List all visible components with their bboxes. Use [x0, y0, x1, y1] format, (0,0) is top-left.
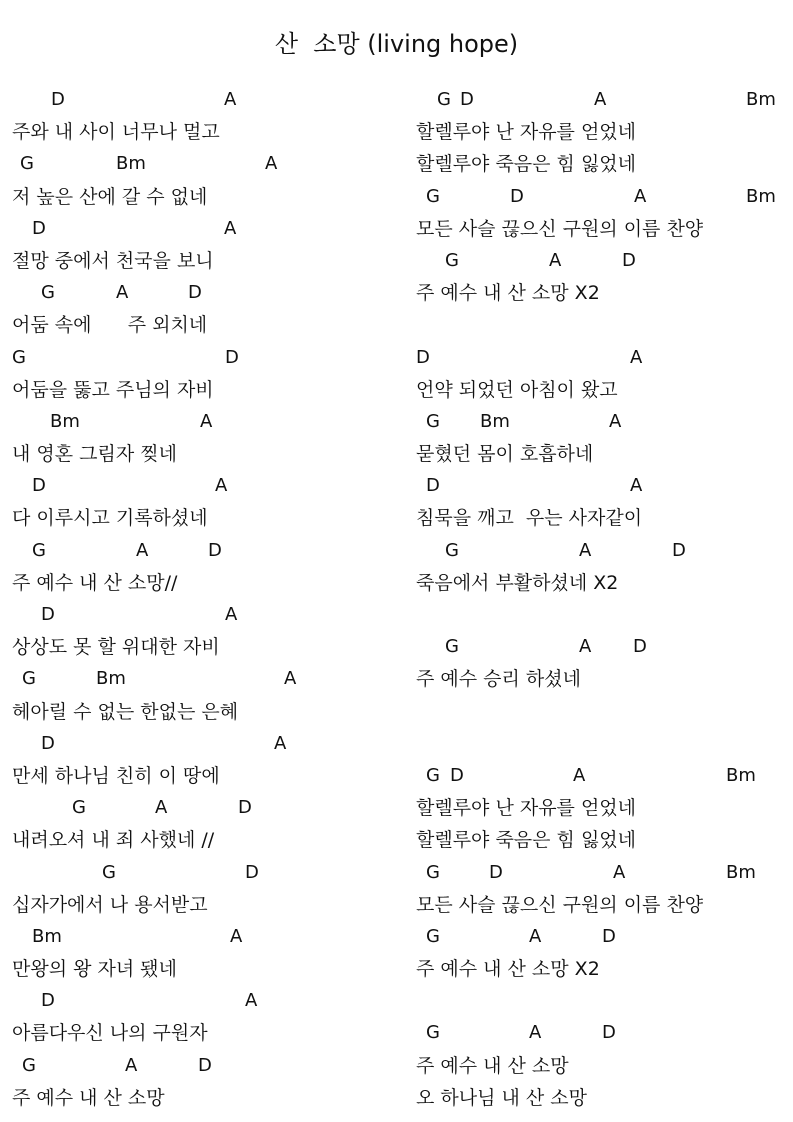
- chord-label: A: [579, 636, 592, 658]
- chord-label: A: [215, 475, 228, 497]
- chord-line: [416, 631, 786, 663]
- chord-label: G: [102, 861, 116, 883]
- lyric-line: 주 예수 승리 하셨네: [416, 668, 581, 691]
- lyric-line: 언약 되었던 아침이 왔고: [416, 378, 618, 401]
- chord-label: A: [224, 89, 237, 110]
- chord-label: G: [426, 861, 440, 883]
- chord-line: [12, 84, 392, 116]
- chord-label: A: [116, 282, 129, 304]
- chord-line: [416, 760, 786, 792]
- chord-label: D: [41, 990, 55, 1012]
- chord-line: [416, 406, 786, 438]
- chord-label: G: [22, 1054, 36, 1076]
- chord-label: A: [125, 1054, 138, 1076]
- chord-label: A: [155, 797, 168, 819]
- chord-label: Bm: [726, 861, 756, 883]
- lyric-line: 주와 내 사이 너무나 멀고: [12, 121, 220, 144]
- lyric-line: 내 영혼 그림자 찢네: [12, 443, 177, 466]
- chord-label: G: [445, 539, 459, 561]
- chord-label: D: [416, 346, 430, 368]
- song-title: 산 소망 (living hope): [274, 30, 519, 58]
- chord-label: A: [274, 732, 287, 754]
- chord-label: G: [426, 1022, 440, 1044]
- lyric-line: 헤아릴 수 없는 한없는 은혜: [12, 700, 239, 723]
- lyric-line: 어둠을 뚫고 주님의 자비: [12, 378, 214, 401]
- chord-label: Bm: [116, 153, 146, 175]
- chord-line: [416, 857, 786, 889]
- lyric-line: 주 예수 내 산 소망//: [12, 571, 178, 594]
- chord-line: [12, 663, 392, 695]
- lyric-line: 상상도 못 할 위대한 자비: [12, 636, 220, 659]
- chord-line: [12, 921, 392, 953]
- chord-line: [12, 1050, 392, 1082]
- chord-line: [12, 277, 392, 309]
- chord-line: [12, 535, 392, 567]
- chord-label: D: [208, 539, 222, 561]
- chord-label: D: [41, 732, 55, 754]
- chord-label: D: [510, 185, 524, 207]
- lyric-line: 할렐루야 죽음은 힘 잃었네: [416, 153, 637, 176]
- chord-label: D: [633, 636, 647, 658]
- chord-label: A: [549, 249, 562, 271]
- chord-label: G: [426, 185, 440, 207]
- lyric-line: 모든 사슬 끊으신 구원의 이름 찬양: [416, 893, 704, 916]
- chord-line: [12, 342, 392, 374]
- right-column: [416, 84, 786, 1114]
- chord-label: G: [437, 89, 451, 110]
- chord-label: G: [41, 282, 55, 304]
- chord-label: A: [230, 925, 243, 947]
- lyric-line: 주 예수 내 산 소망 X2: [416, 282, 600, 305]
- chord-line: [416, 245, 786, 277]
- lyric-line: 할렐루야 난 자유를 얻었네: [416, 121, 637, 144]
- chord-label: Bm: [480, 410, 510, 432]
- chord-label: A: [284, 668, 297, 690]
- lyric-line: 주 예수 내 산 소망 X2: [416, 958, 600, 981]
- chord-label: A: [245, 990, 258, 1012]
- lyric-line: 침묵을 깨고 우는 사자같이: [416, 507, 643, 530]
- chord-label: A: [529, 925, 542, 947]
- chord-line: [416, 181, 786, 213]
- blank-line: [416, 309, 786, 341]
- chord-label: G: [20, 153, 34, 175]
- chord-line: [12, 599, 392, 631]
- chord-label: Bm: [32, 925, 62, 947]
- chord-label: D: [225, 346, 239, 368]
- chord-line: [416, 921, 786, 953]
- chord-line: [12, 470, 392, 502]
- chord-line: [12, 728, 392, 760]
- chord-line: [416, 535, 786, 567]
- chord-label: Bm: [96, 668, 126, 690]
- chord-line: [416, 470, 786, 502]
- chord-line: [12, 792, 392, 824]
- chord-line: [12, 213, 392, 245]
- chord-label: D: [602, 1022, 616, 1044]
- blank-line: [416, 728, 786, 760]
- chord-label: A: [265, 153, 278, 175]
- blank-line: [416, 985, 786, 1017]
- chord-label: A: [200, 410, 213, 432]
- chord-label: A: [609, 410, 622, 432]
- chord-label: Bm: [726, 764, 756, 786]
- chord-label: D: [426, 475, 440, 497]
- lyric-line: 십자가에서 나 용서받고: [12, 893, 208, 916]
- chord-label: A: [225, 604, 238, 625]
- lyric-line: 죽음에서 부활하셨네 X2: [416, 571, 619, 594]
- chord-label: D: [188, 282, 202, 304]
- chord-label: G: [32, 539, 46, 561]
- chord-line: [12, 985, 392, 1017]
- lyric-line: 모든 사슬 끊으신 구원의 이름 찬양: [416, 217, 704, 240]
- chord-label: A: [630, 475, 643, 497]
- chord-label: D: [51, 89, 65, 110]
- lyric-line: 절망 중에서 천국을 보니: [12, 249, 214, 272]
- chord-label: G: [426, 410, 440, 432]
- chord-label: D: [460, 89, 474, 110]
- lyric-line: 주 예수 내 산 소망: [416, 1054, 569, 1077]
- lyric-line: 할렐루야 난 자유를 얻었네: [416, 797, 637, 820]
- lyric-line: 다 이루시고 기록하셨네: [12, 507, 208, 530]
- chord-label: A: [594, 89, 607, 110]
- chord-label: Bm: [50, 410, 80, 432]
- chord-label: D: [489, 861, 503, 883]
- blank-line: [416, 696, 786, 728]
- lyric-line: 묻혔던 몸이 호흡하네: [416, 443, 594, 466]
- left-column: [12, 84, 392, 1114]
- chord-label: A: [630, 346, 643, 368]
- chord-label: D: [245, 861, 259, 883]
- lyric-line: 할렐루야 죽음은 힘 잃었네: [416, 829, 637, 852]
- lyric-line: 어둠 속에 주 외치네: [12, 314, 208, 337]
- chord-line: [12, 148, 392, 180]
- chord-label: G: [22, 668, 36, 690]
- chord-label: D: [238, 797, 252, 819]
- lyric-line: 내려오셔 내 죄 사했네 //: [12, 829, 215, 852]
- chord-label: D: [672, 539, 686, 561]
- lyric-line: 오 하나님 내 산 소망: [416, 1086, 587, 1109]
- lyric-line: 만세 하나님 친히 이 땅에: [12, 764, 220, 787]
- blank-line: [416, 599, 786, 631]
- chord-line: [12, 857, 392, 889]
- lyric-line: 만왕의 왕 자녀 됐네: [12, 958, 177, 981]
- chord-label: D: [622, 249, 636, 271]
- chord-label: A: [579, 539, 592, 561]
- lyric-line: 주 예수 내 산 소망: [12, 1086, 165, 1109]
- chord-label: A: [136, 539, 149, 561]
- chord-label: A: [613, 861, 626, 883]
- chord-label: G: [72, 797, 86, 819]
- chord-line: [12, 406, 392, 438]
- chord-label: Bm: [746, 185, 776, 207]
- chord-label: G: [12, 346, 26, 368]
- lyric-line: 아름다우신 나의 구원자: [12, 1022, 208, 1045]
- chord-label: A: [573, 764, 586, 786]
- chord-label: G: [445, 636, 459, 658]
- chord-line: [416, 342, 786, 374]
- chord-label: G: [426, 764, 440, 786]
- chord-line: [416, 1017, 786, 1049]
- chord-line: [416, 84, 786, 116]
- chord-label: A: [634, 185, 647, 207]
- chord-label: D: [198, 1054, 212, 1076]
- lyric-line: 저 높은 산에 갈 수 없네: [12, 185, 208, 208]
- chord-label: D: [602, 925, 616, 947]
- chord-label: D: [32, 475, 46, 497]
- chord-label: D: [32, 217, 46, 239]
- chord-label: A: [224, 217, 237, 239]
- chord-label: G: [426, 925, 440, 947]
- chord-label: Bm: [746, 89, 776, 110]
- chord-label: D: [450, 764, 464, 786]
- chord-label: A: [529, 1022, 542, 1044]
- chord-label: D: [41, 604, 55, 625]
- chord-label: G: [445, 249, 459, 271]
